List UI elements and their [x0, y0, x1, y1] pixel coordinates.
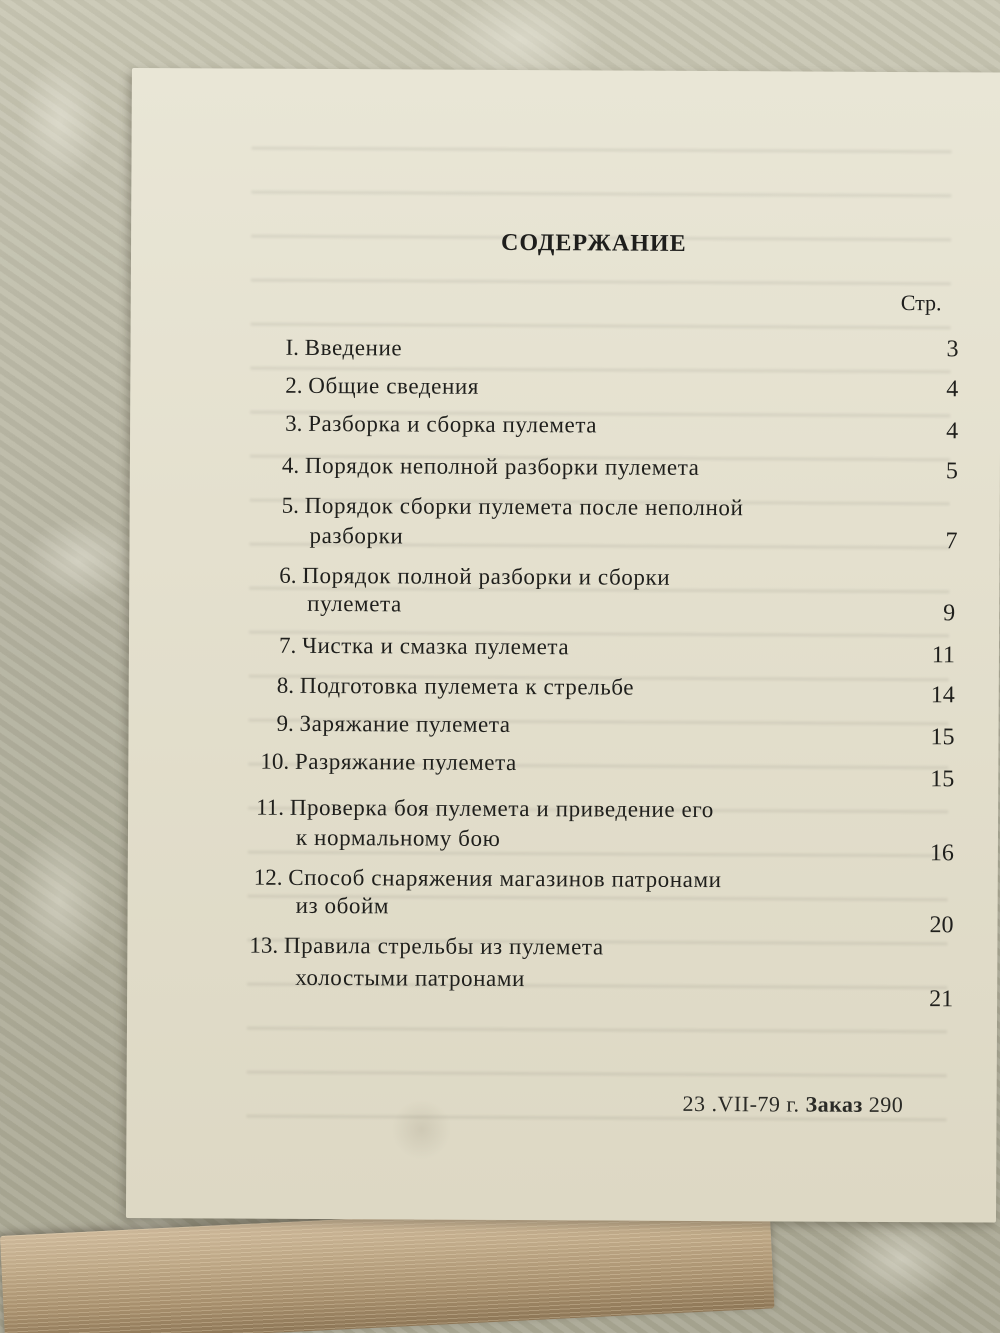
- toc-title: СОДЕРЖАНИЕ: [501, 229, 687, 257]
- toc-entry-text: Общие сведения: [308, 372, 480, 399]
- toc-entry-text: Порядок неполной разборки пулемета: [304, 452, 700, 480]
- toc-entry-text: Порядок сборки пулемета после неполной: [304, 492, 744, 521]
- toc-entry-page: 15: [930, 766, 955, 793]
- toc-entry: [256, 793, 714, 825]
- toc-entry-number: 8.: [276, 672, 295, 698]
- toc-entry-text: разборки: [309, 522, 404, 549]
- toc-entry-number: I.: [285, 334, 300, 360]
- toc-entry-number: 11.: [256, 794, 285, 820]
- toc-entry-page: 15: [930, 724, 955, 751]
- toc-entry: [282, 451, 700, 483]
- toc-entry-continuation: [309, 521, 403, 551]
- toc-entry-text: холостыми патронами: [295, 964, 526, 992]
- document-page: [126, 68, 1000, 1223]
- toc-entry: [285, 409, 597, 441]
- toc-entry-number: 9.: [276, 710, 294, 736]
- toc-entry-number: 2.: [285, 372, 303, 398]
- toc-entry-text: пулемета: [307, 590, 402, 617]
- toc-entry-continuation: [296, 891, 390, 921]
- toc-entry-text: Способ снаряжения магазинов патронами: [288, 864, 722, 893]
- toc-entry-number: 12.: [253, 864, 283, 890]
- page-column-label: Стр.: [900, 290, 942, 316]
- order-number: 290: [868, 1091, 904, 1118]
- toc-entry: [285, 371, 479, 402]
- toc-entry-number: 7.: [278, 632, 297, 658]
- toc-entry-text: Заряжание пулемета: [299, 710, 511, 737]
- toc-entry-text: Введение: [304, 334, 403, 361]
- toc-entry-text: Проверка боя пулемета и приведение его: [289, 794, 714, 823]
- toc-entry-text: Чистка и смазка пулемета: [301, 632, 570, 660]
- toc-entry-number: 5.: [281, 492, 300, 518]
- toc-entry-number: 3.: [285, 410, 303, 436]
- toc-entry-number: 10.: [260, 748, 290, 774]
- toc-entry: [279, 631, 569, 663]
- toc-entry: [276, 709, 510, 740]
- toc-entry-number: 4.: [281, 452, 300, 478]
- toc-entry: [277, 671, 635, 703]
- toc-entry-text: из обойм: [295, 892, 390, 919]
- toc-entry: [285, 333, 402, 364]
- toc-entry-page: 4: [946, 418, 959, 445]
- toc-entry-page: 11: [931, 642, 956, 669]
- toc-entry: [279, 561, 670, 593]
- paper-crease: [391, 1099, 451, 1159]
- toc-entry-page: 7: [945, 528, 958, 555]
- toc-entry: [249, 931, 603, 963]
- print-footer: [683, 1091, 904, 1118]
- toc-entry-number: 13.: [249, 932, 279, 958]
- toc-entry-page: 20: [929, 912, 954, 939]
- toc-entry-text: к нормальному бою: [295, 824, 501, 851]
- toc-entry-text: Разряжание пулемета: [294, 748, 517, 776]
- toc-entry-page: 16: [929, 840, 954, 867]
- toc-entry-page: 21: [929, 986, 954, 1013]
- toc-entry-text: Правила стрельбы из пулемета: [283, 932, 604, 960]
- toc-entry-text: Подготовка пулемета к стрельбе: [299, 672, 635, 700]
- toc-entry-page: 3: [946, 336, 959, 363]
- toc-entry-continuation: [295, 963, 525, 994]
- toc-entry-text: Разборка и сборка пулемета: [308, 410, 598, 438]
- toc-entry-page: 9: [943, 600, 956, 627]
- toc-entry: [260, 747, 517, 778]
- toc-entry-continuation: [296, 823, 501, 854]
- order-label: Заказ: [805, 1091, 863, 1117]
- print-date: 23 .VII-79 г.: [682, 1090, 800, 1117]
- toc-entry-page: 5: [945, 458, 958, 485]
- toc-entry-text: Порядок полной разборки и сборки: [302, 562, 671, 590]
- toc-entry-page: 14: [930, 682, 955, 709]
- toc-entry-page: 4: [946, 376, 959, 403]
- toc-entry: [282, 491, 744, 523]
- toc-entry-number: 6.: [279, 562, 297, 588]
- toc-entry-continuation: [307, 589, 402, 619]
